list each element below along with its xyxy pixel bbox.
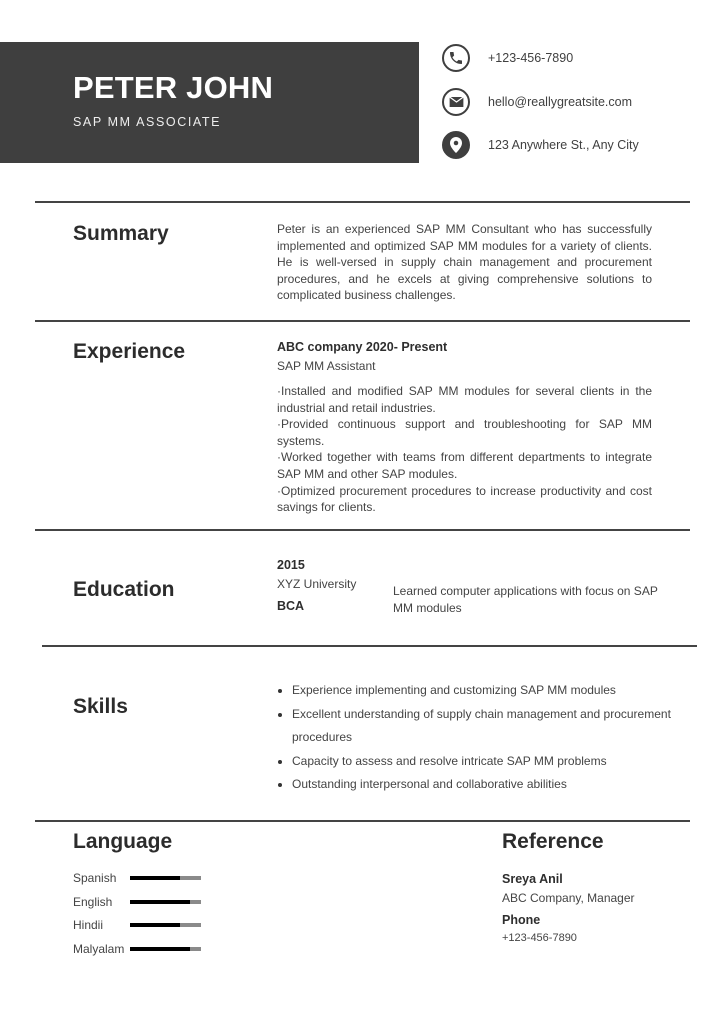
candidate-role: SAP MM ASSOCIATE (73, 115, 222, 129)
skills-title: Skills (73, 695, 128, 718)
email-text: hello@reallygreatsite.com (488, 95, 633, 109)
reference-phone-label: Phone (502, 913, 541, 927)
language-name: English (73, 895, 113, 909)
education-description: Learned computer applications with focus on SAP MM modules (393, 584, 658, 615)
experience-company: ABC company 2020- Present (277, 340, 448, 354)
language-name: Malyalam (73, 942, 125, 956)
mail-icon (442, 88, 470, 116)
language-level-bar (130, 900, 201, 904)
language-row (73, 871, 201, 885)
language-level-bar (130, 947, 201, 951)
contact-email (442, 88, 632, 116)
skill-item: Excellent understanding of supply chain management and procurement procedures (277, 703, 672, 750)
experience-bullet: ·Provided continuous support and troubleshooting for SAP MM systems. (277, 417, 652, 448)
education-title: Education (73, 578, 175, 601)
phone-text: +123-456-7890 (488, 51, 574, 65)
divider (35, 529, 690, 531)
language-level-bar (130, 923, 201, 927)
skills-list (277, 679, 672, 797)
skill-item: Outstanding interpersonal and collaborative abilities (277, 773, 672, 797)
contact-phone (442, 44, 573, 72)
phone-icon (442, 44, 470, 72)
divider (35, 201, 690, 203)
location-pin-icon (442, 131, 470, 159)
contact-address (442, 131, 639, 159)
language-level-bar (130, 876, 201, 880)
reference-name: Sreya Anil (502, 872, 563, 886)
reference-phone: +123-456-7890 (502, 932, 577, 944)
divider (42, 645, 697, 647)
divider (35, 820, 690, 822)
skill-item: Capacity to assess and resolve intricate SAP MM problems (277, 750, 672, 774)
divider (35, 320, 690, 322)
experience-bullet: ·Worked together with teams from different departments to integrate SAP MM and other SAP modules. (277, 450, 652, 481)
address-text: 123 Anywhere St., Any City (488, 138, 639, 152)
education-year: 2015 (277, 558, 305, 572)
language-level-fill (130, 923, 180, 927)
summary-title: Summary (73, 222, 169, 245)
reference-title: Reference (502, 830, 604, 853)
experience-bullet: ·Installed and modified SAP MM modules for several clients in the industrial and retail industries. (277, 384, 652, 415)
experience-bullet: ·Optimized procurement procedures to increase productivity and cost savings for clients. (277, 483, 652, 515)
language-name: Hindii (73, 918, 104, 932)
education-degree: BCA (277, 599, 305, 613)
experience-bullets (277, 383, 652, 516)
language-level-fill (130, 947, 190, 951)
experience-title: Experience (73, 340, 186, 363)
language-row (73, 918, 201, 932)
language-name: Spanish (73, 871, 117, 885)
education-school: XYZ University (277, 577, 357, 591)
language-title: Language (73, 830, 173, 853)
reference-position: ABC Company, Manager (502, 891, 635, 905)
skill-item: Experience implementing and customizing SAP MM modules (277, 679, 672, 703)
candidate-name: PETER JOHN (73, 70, 274, 105)
language-level-fill (130, 900, 190, 904)
language-row (73, 942, 201, 956)
language-level-fill (130, 876, 180, 880)
language-row (73, 895, 201, 909)
experience-position: SAP MM Assistant (277, 359, 376, 373)
summary-text: Peter is an experienced SAP MM Consultant who has successfully implemented and optimized SAP MM modules for a variety of clients. He is well-versed in supply chain management and procurement procedures, and he excels at giving comprehensive solutions to complicated business challenges. (277, 222, 652, 303)
